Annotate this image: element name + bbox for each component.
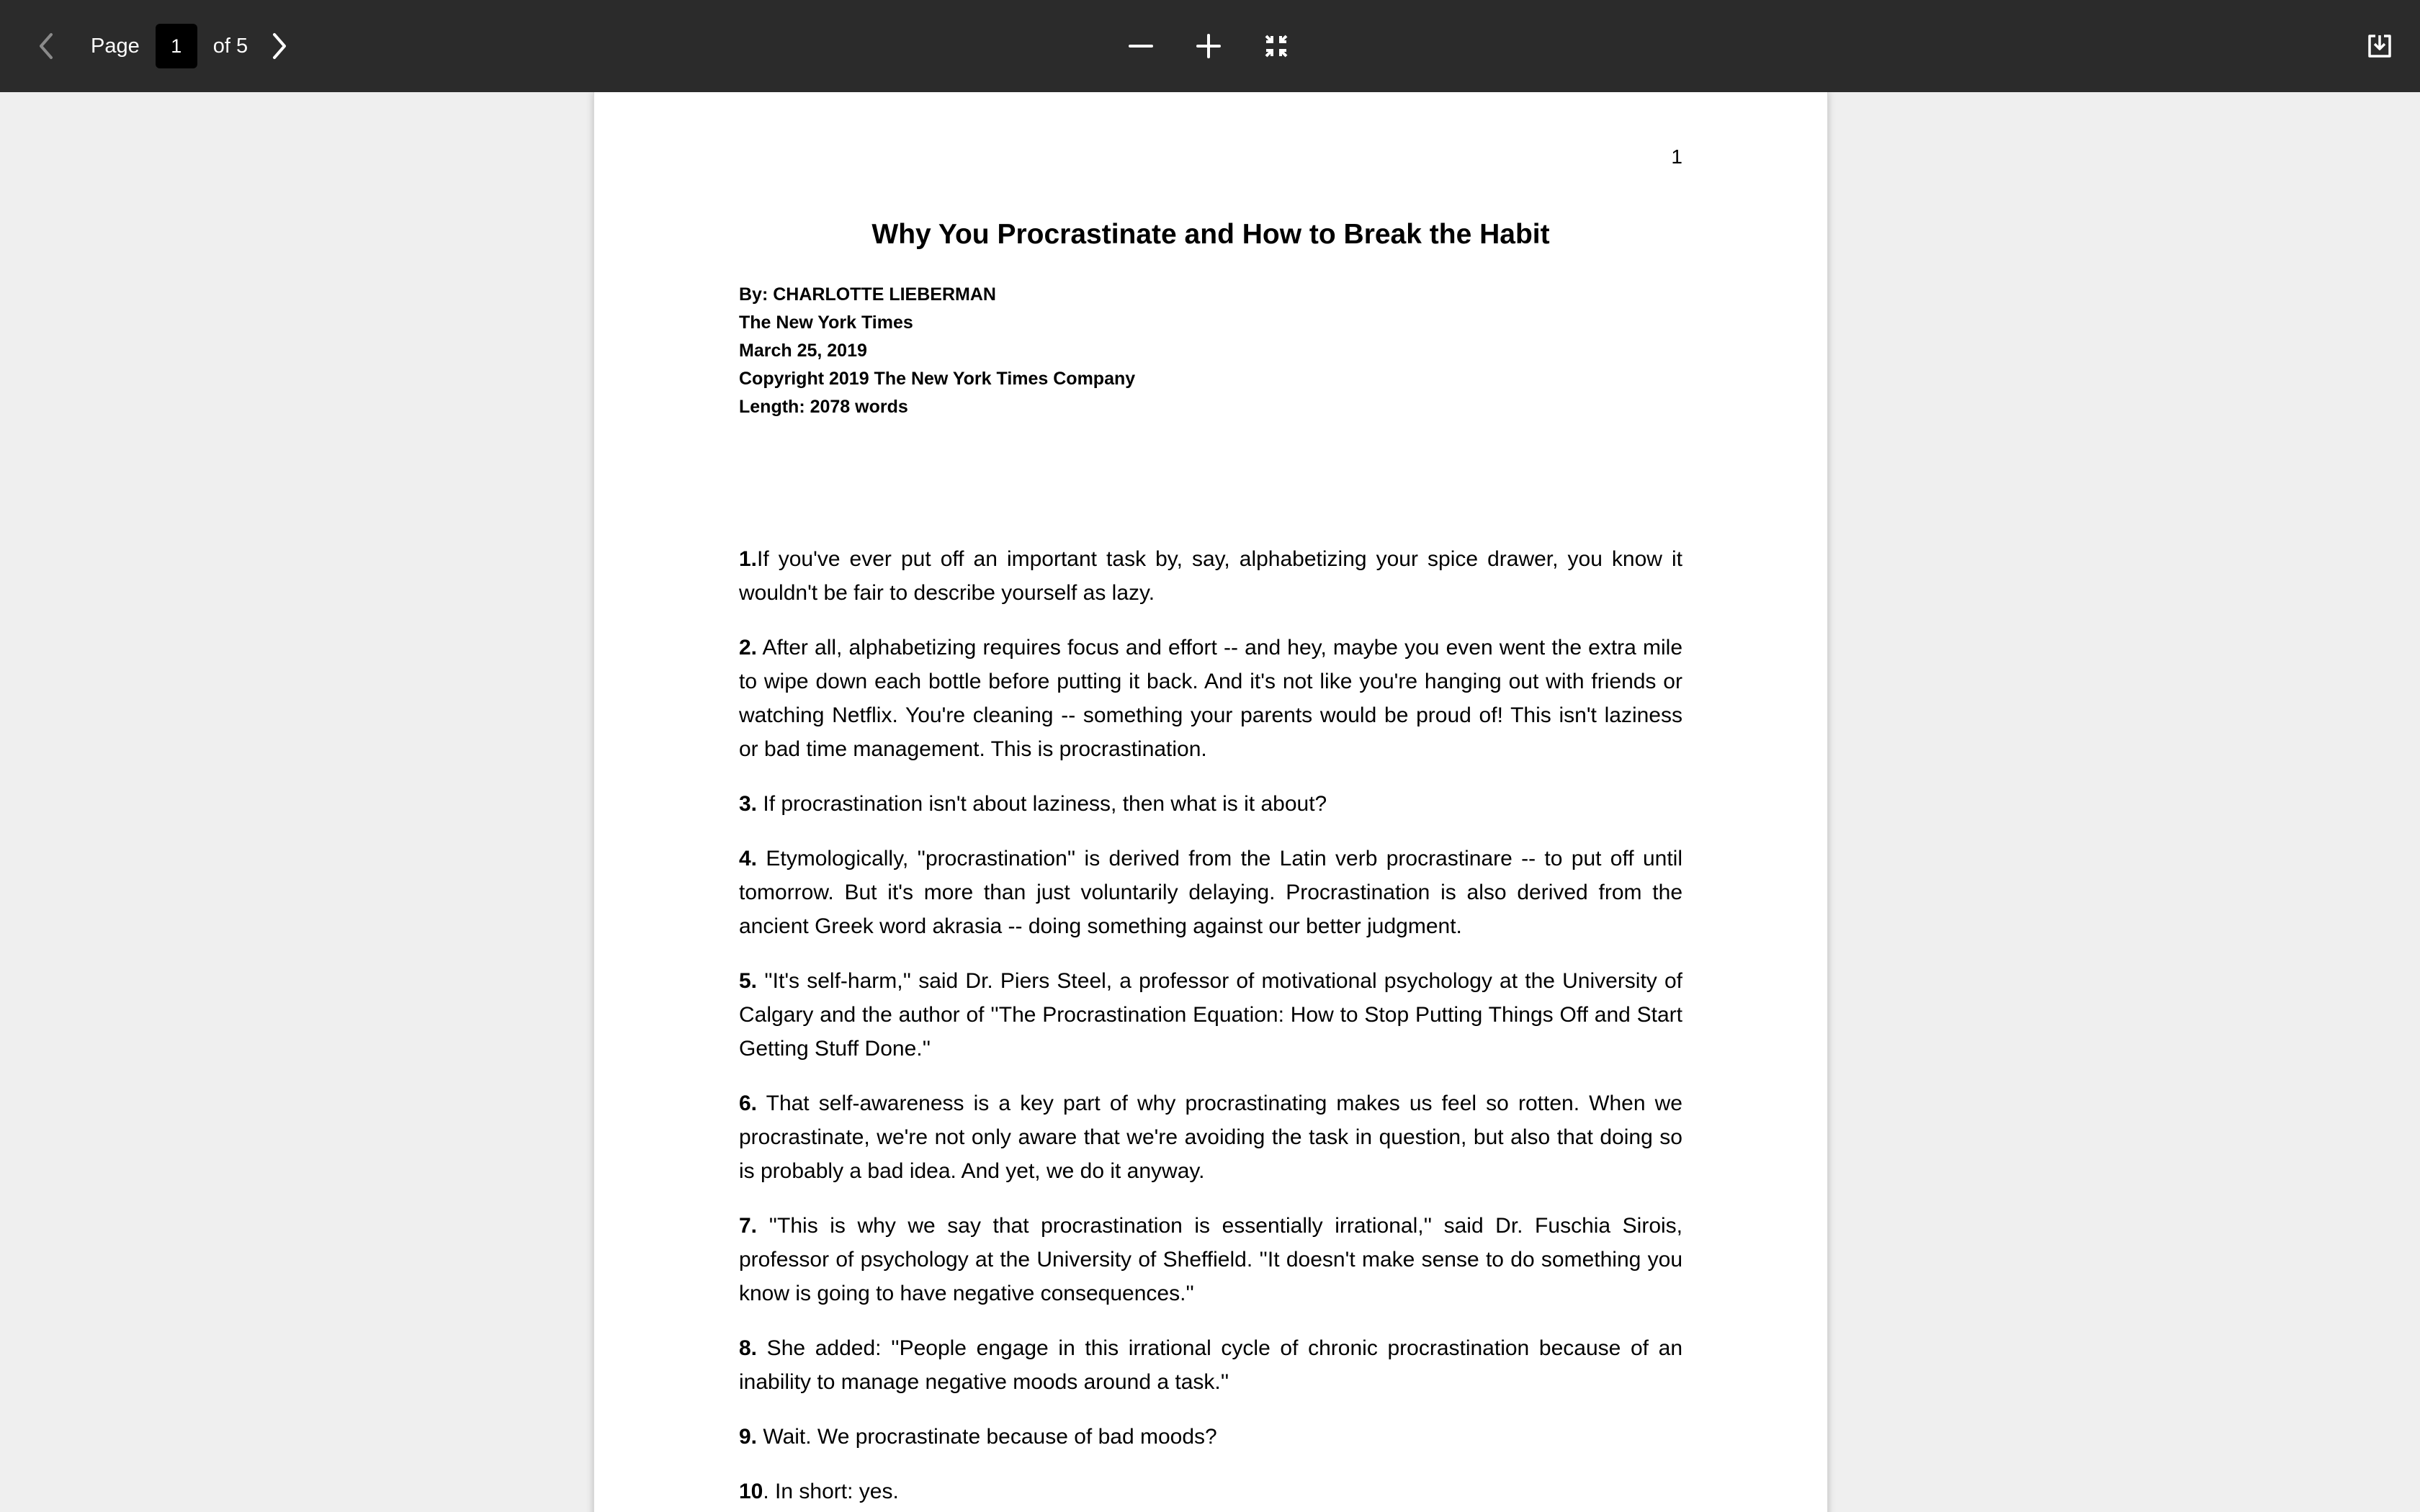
paragraph-number: 8. — [739, 1336, 758, 1360]
paragraph-number: 2. — [739, 636, 758, 660]
paragraph-text: ''This is why we say that procrastination is essentially irrational,'' said Dr. Fuschia Sirois, professor of psychology at the University of Sheffield. ''It doesn't make sense to do something you know is going to have negative consequences.'' — [739, 1214, 1682, 1305]
paragraph-number: 3. — [739, 792, 758, 816]
paragraph-number: 7. — [739, 1214, 758, 1238]
meta-length: Length: 2078 words — [739, 397, 908, 417]
download-button[interactable] — [2360, 26, 2400, 66]
minus-icon — [1128, 33, 1154, 59]
paragraph-text: Etymologically, ''procrastination'' is derived from the Latin verb procrastinare -- to put off until tomorrow. But it's more than just voluntarily delaying. Procrastination is also derived from the ancient Greek word akrasia -- doing something against our better judgment. — [739, 847, 1682, 938]
paragraph-text: If procrastination isn't about laziness, then what is it about? — [757, 792, 1327, 816]
paragraph — [739, 842, 1682, 943]
paragraph — [739, 1086, 1682, 1188]
pdf-page — [593, 92, 1828, 1512]
plus-icon — [1196, 33, 1222, 59]
article-body — [739, 542, 1682, 1512]
chevron-left-icon — [35, 32, 57, 60]
meta-copyright: Copyright 2019 The New York Times Company — [739, 369, 1136, 389]
fit-to-page-button[interactable] — [1256, 26, 1296, 66]
paragraph-text: ''It's self-harm,'' said Dr. Piers Steel, a professor of motivational psychology at the University of Calgary and the author of ''The Procrastination Equation: How to Stop Putting Things Off and Start Getting Stuff Done.'' — [739, 969, 1682, 1061]
paragraph — [739, 631, 1682, 766]
paragraph-number: 1. — [739, 547, 758, 571]
document-viewer[interactable] — [0, 92, 2420, 1512]
paragraph — [739, 964, 1682, 1066]
article-metadata — [739, 281, 1135, 421]
paragraph — [739, 542, 1682, 610]
page-count-label: of 5 — [212, 34, 248, 58]
next-page-button[interactable] — [259, 26, 300, 66]
previous-page-button[interactable] — [26, 26, 66, 66]
paragraph — [739, 1475, 1682, 1508]
paragraph — [739, 1209, 1682, 1310]
paragraph — [739, 787, 1682, 821]
paragraph-number: 10 — [739, 1480, 763, 1503]
paragraph-number: 5. — [739, 969, 758, 993]
paragraph-text: That self-awareness is a key part of why procrastinating makes us feel so rotten. When we procrastinate, we're not only aware that we're avoiding the task in question, but also that doing so is probably a bad idea. And yet, we do it anyway. — [739, 1092, 1682, 1183]
page-label: Page — [91, 34, 140, 58]
paragraph — [739, 1420, 1682, 1454]
paragraph — [739, 1331, 1682, 1399]
paragraph-text: After all, alphabetizing requires focus and effort -- and hey, maybe you even went the extra mile to wipe down each bottle before putting it back. And it's not like you're hanging out with friends or watching Netflix. You're cleaning -- something your parents would be proud of! This isn't laziness or bad time management. This is procrastination. — [739, 636, 1682, 761]
page-number: 1 — [1671, 145, 1682, 168]
meta-date: March 25, 2019 — [739, 341, 867, 361]
paragraph-text: . In short: yes. — [763, 1480, 899, 1503]
zoom-in-button[interactable] — [1188, 26, 1229, 66]
download-icon — [2366, 32, 2393, 60]
zoom-controls — [1121, 0, 1296, 92]
document-title: Why You Procrastinate and How to Break the Habit — [871, 219, 1550, 250]
pdf-toolbar — [0, 0, 2420, 92]
meta-publication: The New York Times — [739, 312, 913, 333]
paragraph-text: She added: ''People engage in this irrational cycle of chronic procrastination because of an inability to manage negative moods around a task.'' — [739, 1336, 1682, 1394]
page-number-input[interactable] — [156, 24, 197, 68]
paragraph-number: 6. — [739, 1092, 758, 1115]
toolbar-actions — [2360, 0, 2400, 92]
paragraph-number: 9. — [739, 1425, 758, 1449]
fit-to-page-icon — [1263, 33, 1289, 59]
zoom-out-button[interactable] — [1121, 26, 1161, 66]
meta-byline: By: CHARLOTTE LIEBERMAN — [739, 284, 996, 305]
paragraph-number: 4. — [739, 847, 758, 870]
chevron-right-icon — [269, 32, 290, 60]
page-navigation — [26, 0, 300, 92]
paragraph-text: If you've ever put off an important task by, say, alphabetizing your spice drawer, you know it wouldn't be fair to describe yourself as lazy. — [739, 547, 1682, 605]
paragraph-text: Wait. We procrastinate because of bad moods? — [757, 1425, 1217, 1449]
